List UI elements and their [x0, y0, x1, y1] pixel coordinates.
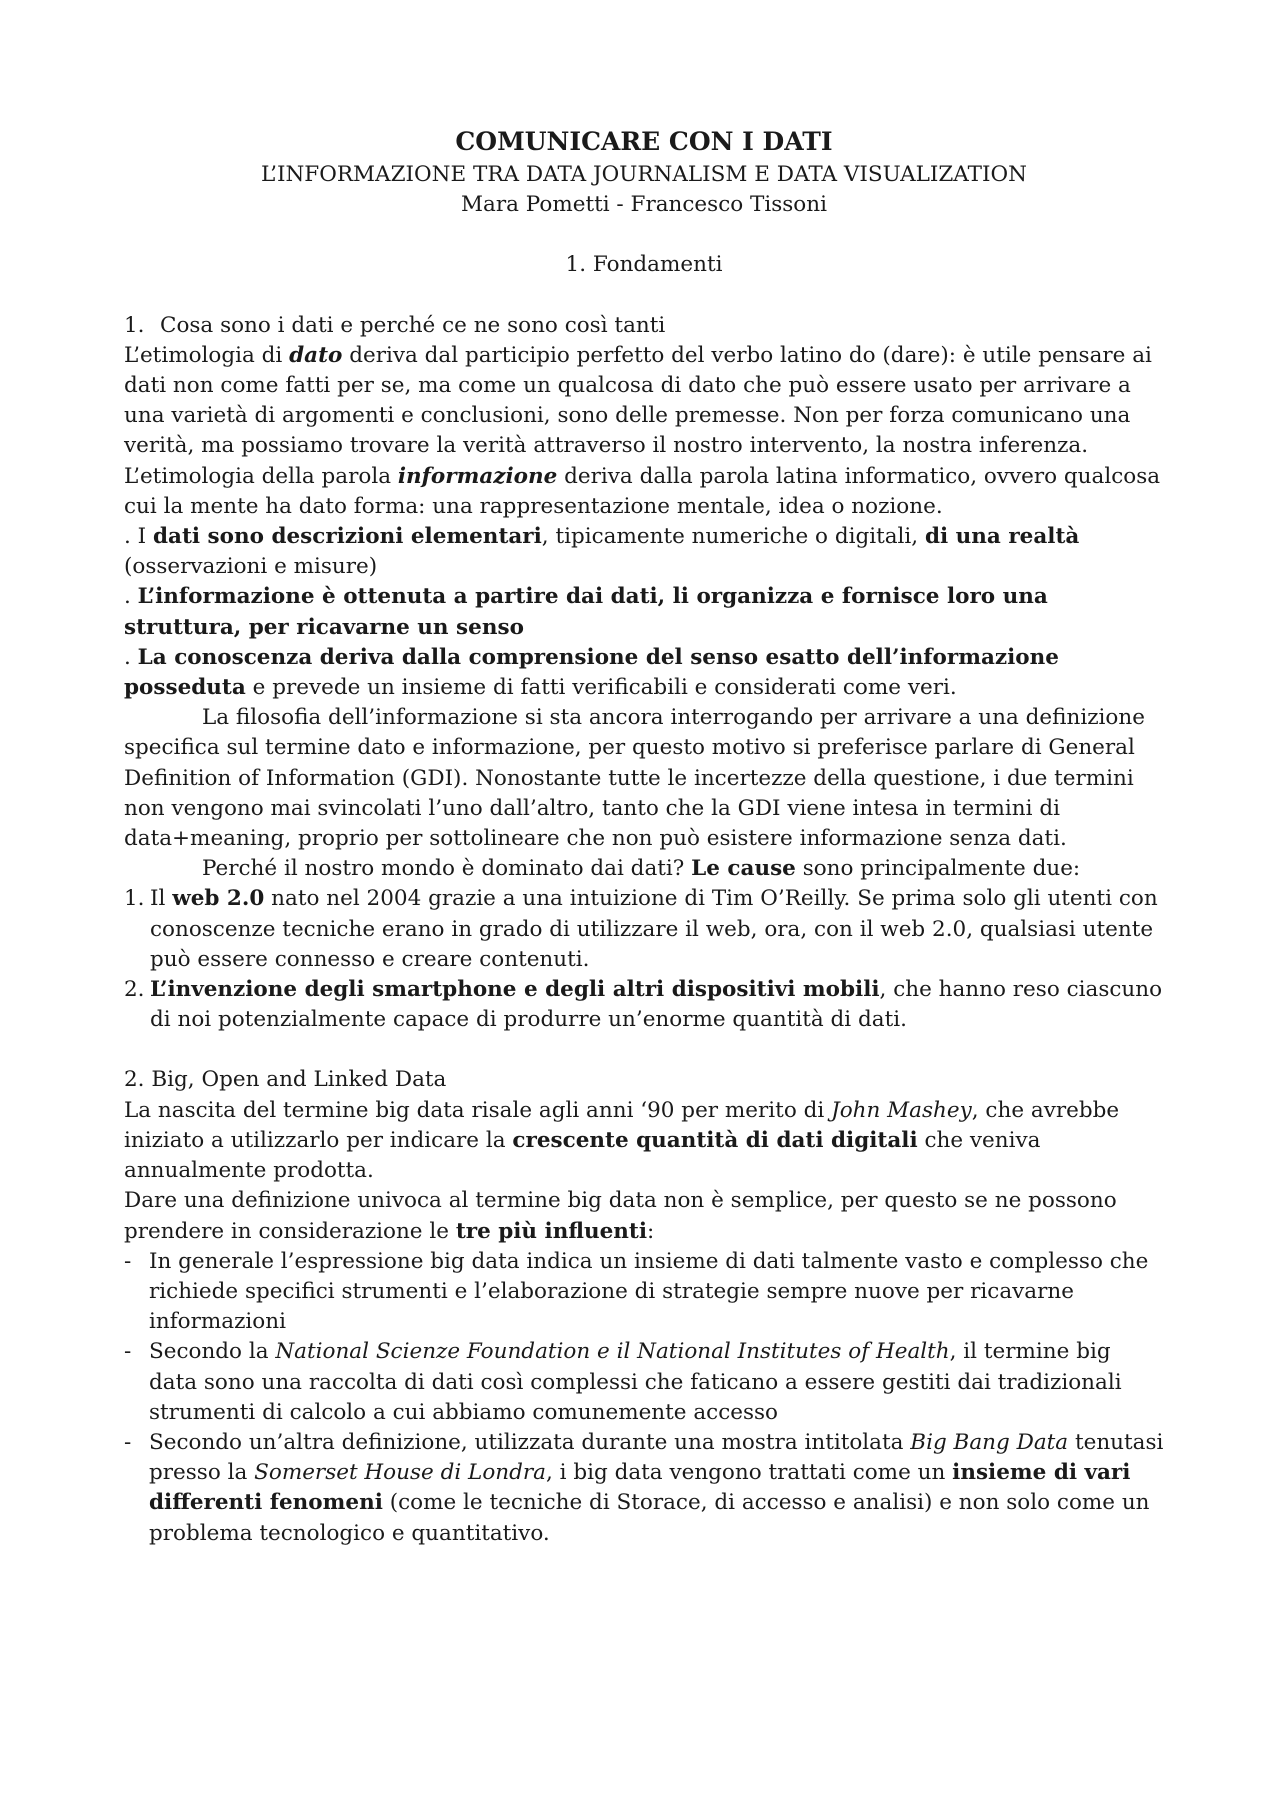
list-item-number: 2. — [124, 977, 145, 1003]
section2-heading: 2. Big, Open and Linked Data — [124, 1067, 447, 1093]
document-page — [124, 124, 1164, 1549]
list-item-text: L’invenzione degli smartphone e degli altri dispositivi mobili, che hanno reso ciascuno di noi potenzialmente capace di produrre un’enorme quantità di dati. — [150, 977, 1163, 1033]
paragraph-informazione-definition: . L’informazione è ottenuta a partire dai dati, li organizza e fornisce loro una struttura, per ricavarne un senso — [124, 584, 1048, 640]
list-item — [124, 884, 1164, 975]
section1-heading — [124, 311, 1164, 341]
document-header — [124, 124, 1164, 281]
list-item-text: Secondo la National Scienze Foundation e il National Institutes of Health, il termine big data sono una raccolta di dati così complessi che faticano a essere gestiti dai tradizionali strumenti di calcolo a cui abbiamo comunemente accesso — [149, 1339, 1122, 1425]
section1-heading-text: Cosa sono i dati e perché ce ne sono così tanti — [160, 312, 666, 338]
list-item — [124, 1337, 1164, 1428]
paragraph-gdi: La filosofia dell’informazione si sta ancora interrogando per arrivare a una definizione specifica sul termine dato e informazione, per questo motivo si preferisce parlare di General Definition of Information (GDI). Nonostante tutte le incertezze della questione, i due termini non vengono mai svincolati l’uno dall’altro, tanto che la GDI viene intesa in termini di data+meaning, proprio per sottolineare che non può esistere informazione senza dati. — [124, 705, 1145, 852]
list-item-text: Il web 2.0 nato nel 2004 grazie a una intuizione di Tim O’Reilly. Se prima solo gli utenti con conoscenze tecniche erano in grado di utilizzare il web, ora, con il web 2.0, qualsiasi utente può essere connesso e creare contenuti. — [150, 886, 1158, 972]
list-item — [124, 1247, 1164, 1338]
chapter-heading: 1. Fondamenti — [565, 252, 723, 278]
list-item-dash: - — [124, 1339, 132, 1365]
paragraph-conoscenza-definition: . La conoscenza deriva dalla comprensione del senso esatto dell’informazione posseduta e prevede un insieme di fatti verificabili e considerati come veri. — [124, 644, 1059, 701]
document-authors: Mara Pometti - Francesco Tissoni — [461, 192, 827, 218]
list-item-dash: - — [124, 1429, 132, 1455]
document-title: COMUNICARE CON I DATI — [455, 127, 833, 156]
paragraph-big-data-origin: La nascita del termine big data risale agli anni ‘90 per merito di John Mashey, che avrebbe iniziato a utilizzarlo per indicare la crescente quantità di dati digitali che veniva annualmente prodotta. — [124, 1097, 1120, 1184]
document-subtitle: L’INFORMAZIONE TRA DATA JOURNALISM E DATA VISUALIZATION — [261, 162, 1027, 187]
paragraph-big-data-definitions: Dare una definizione univoca al termine big data non è semplice, per questo se ne possono prendere in considerazione le tre più influenti: — [124, 1188, 1117, 1244]
paragraph-dati-definition: . I dati sono descrizioni elementari, tipicamente numeriche o digitali, di una realtà (osservazioni e misure) — [124, 524, 1080, 580]
list-item — [124, 975, 1164, 1035]
list-item-number: 1. — [124, 886, 145, 912]
list-item-dash: - — [124, 1248, 132, 1274]
paragraph-informazione-etymology: L’etimologia della parola informazione deriva dalla parola latina informatico, ovvero qualcosa cui la mente ha dato forma: una rappresentazione mentale, idea o nozione. — [124, 463, 1161, 519]
paragraph-cause: Perché il nostro mondo è dominato dai dati? Le cause sono principalmente due: — [202, 856, 1081, 882]
section1-heading-number: 1. — [124, 312, 145, 338]
paragraph-dato-etymology: L’etimologia di dato deriva dal participio perfetto del verbo latino do (dare): è utile pensare ai dati non come fatti per se, ma come un qualcosa di dato che può essere usato per arrivare a una varietà di argomenti e conclusioni, sono delle premesse. Non per forza comunicano una verità, ma possiamo trovare la verità attraverso il nostro intervento, la nostra inferenza. — [124, 342, 1152, 459]
list-item-text: Secondo un’altra definizione, utilizzata durante una mostra intitolata Big Bang Data tenutasi presso la Somerset House di Londra, i big data vengono trattati come un insieme di vari differenti fenomeni (come le tecniche di Storace, di accesso e analisi) e non solo come un problema tecnologico e quantitativo. — [149, 1429, 1164, 1546]
list-item-text: In generale l’espressione big data indica un insieme di dati talmente vasto e complesso che richiede specifici strumenti e l’elaborazione di strategie sempre nuove per ricavarne informazioni — [149, 1248, 1149, 1335]
list-item — [124, 1428, 1164, 1549]
